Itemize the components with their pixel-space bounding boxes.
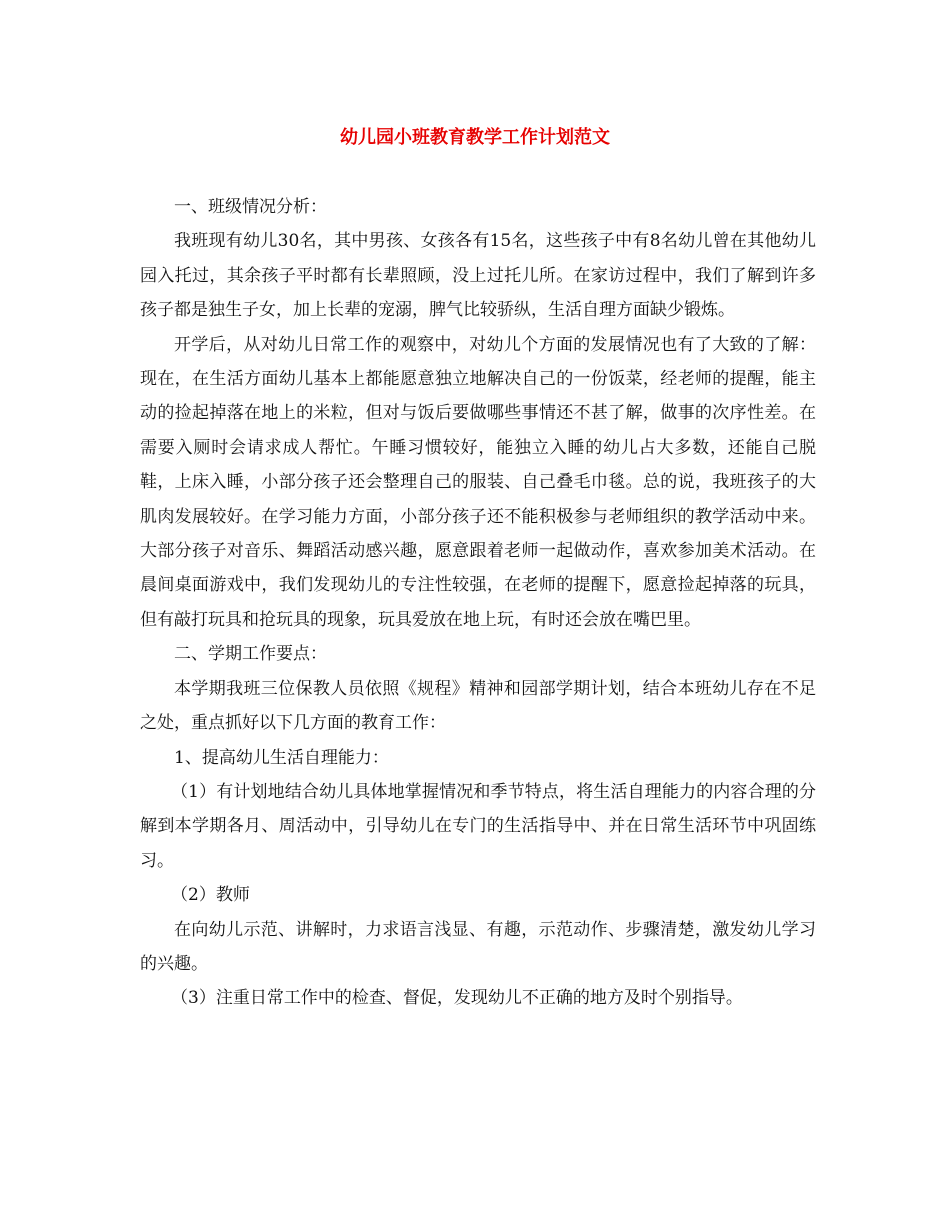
sub-item-3: （3）注重日常工作中的检查、督促，发现幼儿不正确的地方及时个别指导。 [171, 988, 743, 1009]
list-item-self-care: 1、提高幼儿生活自理能力： [174, 747, 389, 768]
section-heading-work-points: 二、学期工作要点： [174, 644, 327, 665]
sub-item-1: （1）有计划地结合幼儿具体地掌握情况和季节特点，将生活自理能力的内容合理的分解到本学期各月、周活动中，引导幼儿在专门的生活指导中、并在日常生活环节中巩固练习。 [140, 781, 816, 871]
section-heading-class-analysis: 一、班级情况分析： [174, 197, 327, 217]
paragraph-class-composition: 我班现有幼儿30名，其中男孩、女孩各有15名，这些孩子中有8名幼儿曾在其他幼儿园入托过，其余孩子平时都有长辈照顾，没上过托儿所。在家访过程中，我们了解到许多孩子都是独生子女，加上长辈的宠溺，脾气比较骄纵，生活自理方面缺少锻炼。 [140, 231, 816, 321]
document-title: 幼儿园小班教育教学工作计划范文 [340, 127, 610, 148]
document-body [140, 190, 816, 1016]
paragraph-work-intro: 本学期我班三位保教人员依照《规程》精神和园部学期计划，结合本班幼儿存在不足之处，重点抓好以下几方面的教育工作： [140, 678, 816, 734]
sub-item-2: （2）教师 [171, 885, 250, 906]
paragraph-teacher-demo: 在向幼儿示范、讲解时，力求语言浅显、有趣，示范动作、步骤清楚，激发幼儿学习的兴趣。 [140, 919, 816, 974]
paragraph-observation: 开学后，从对幼儿日常工作的观察中，对幼儿个方面的发展情况也有了大致的了解：现在，在生活方面幼儿基本上都能愿意独立地解决自己的一份饭菜，经老师的提醒，能主动的捡起掉落在地上的米粒，但对与饭后要做哪些事情还不甚了解，做事的次序性差。在需要入厕时会请求成人帮忙。午睡习惯较好，能独立入睡的幼儿占大多数，还能自己脱鞋，上床入睡，小部分孩子还会整理自己的服装、自己叠毛巾毯。总的说，我班孩子的大肌肉发展较好。在学习能力方面，小部分孩子还不能积极参与老师组织的教学活动中来。大部分孩子对音乐、舞蹈活动感兴趣，愿意跟着老师一起做动作，喜欢参加美术活动。在晨间桌面游戏中，我们发现幼儿的专注性较强，在老师的提醒下，愿意捡起掉落的玩具，但有敲打玩具和抢玩具的现象，玩具爱放在地上玩，有时还会放在嘴巴里。 [140, 334, 816, 630]
